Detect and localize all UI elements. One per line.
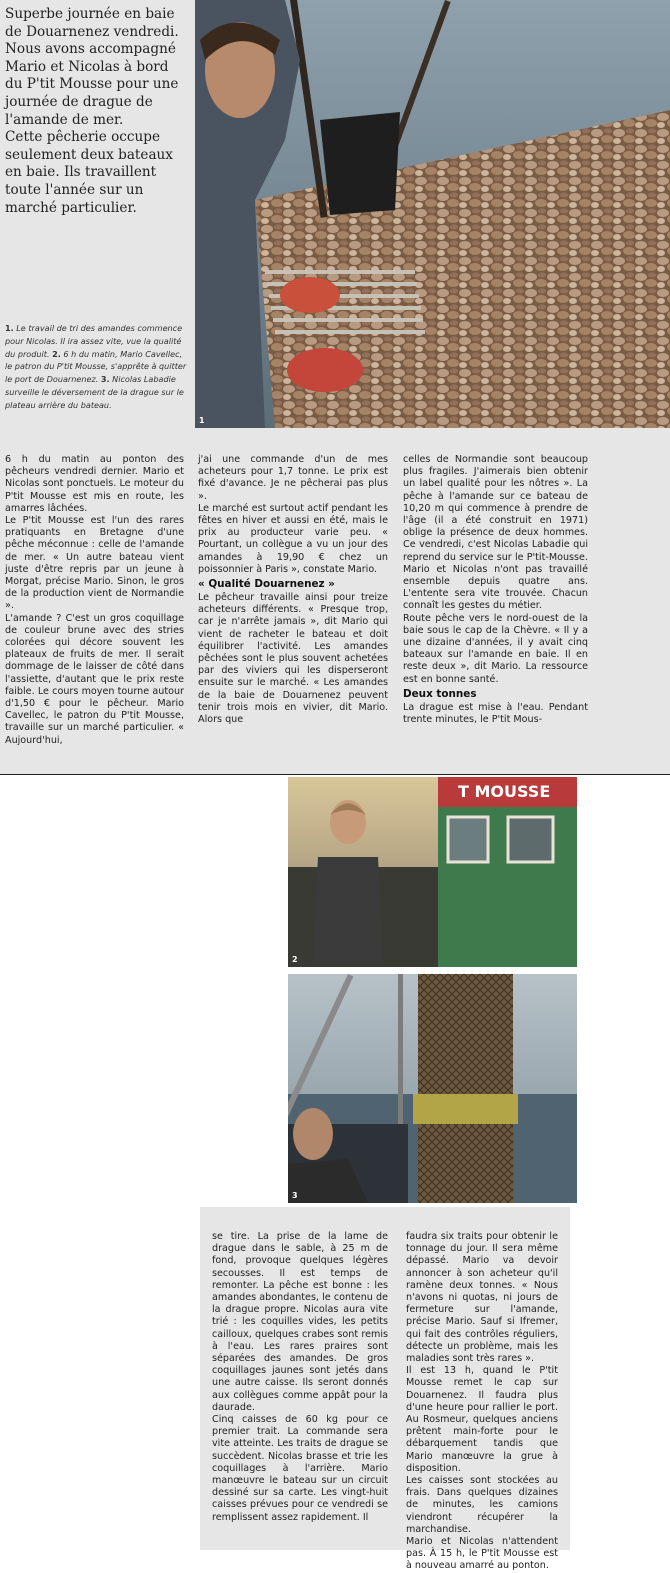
article-paragraph: Mario et Nicolas n'attendent pas. À 15 h, le P'tit Mousse est à nouveau amarré au ponton. xyxy=(406,1536,558,1572)
photo-dredge xyxy=(288,974,577,1203)
photo-sorting-shells xyxy=(195,0,670,428)
article-paragraph: Le marché est surtout actif pendant les fêtes en hiver et aussi en été, mais le prix au producteur varie peu. « Pourtant, un collègue a vu un jour des amandes à 19,90 € chez un poissonnier à Paris », constate Mario. xyxy=(198,502,388,575)
article-paragraph: La drague est mise à l'eau. Pendant trente minutes, le P'tit Mous- xyxy=(403,701,588,726)
boat-name-text: T MOUSSE xyxy=(458,782,551,801)
caption-number: 2. xyxy=(52,348,61,359)
article-column-3 xyxy=(403,454,588,726)
article-paragraph: Route pêche vers le nord-ouest de la baie sous le cap de la Chèvre. « Il y a une dizaine d'années, il y avait cinq bateaux sur l'amande en baie. Il en reste deux », dit Mario. La ressource est en bonne santé. xyxy=(403,612,588,685)
article-lead xyxy=(5,6,185,217)
caption-number: 1. xyxy=(5,323,14,333)
article-paragraph: L'amande ? C'est un gros coquillage de couleur brune avec des stries colorées qui décore souvent les plateaux de fruits de mer. Il serait dommage de le laisser de côté dans l'assiette, d'autant que le prix reste faible. Le cours moyen tourne autour d'1,50 € pour le pêcheur. Mario Cavellec, le patron du P'tit Mousse, travaille sur un marché particulier. « Aujourd'hui, xyxy=(5,612,184,746)
article-column-2 xyxy=(198,454,388,726)
article-paragraph: Le P'tit Mousse est l'un des rares pratiquants en Bretagne d'une pêche méconnue : celle de l'amande de mer. « Un autre bateau vient juste d'être repris par un jeune à Morgat, précise Mario. Sinon, le gros de la production vient de Normandie ». xyxy=(5,515,184,612)
photo-caption xyxy=(5,322,190,412)
article-paragraph: se tire. La prise de la lame de drague dans le sable, à 25 m de fond, provoque quelques légères secousses. Il est temps de remonter. La pêche est bonne : les amandes abondantes, le contenu de la drague propre. Nicolas aura vite trié : les coquilles vides, les petits cailloux, quelques crabes sont remis à l'eau. Les rares praires sont séparées des amandes. De gros coquillages jaunes sont jetés dans une autre caisse. Ils seront donnés aux collègues comme appât pour la daurade. xyxy=(212,1231,388,1413)
photo-number: 2 xyxy=(292,955,298,964)
article-column-1 xyxy=(5,454,184,747)
article-column-4 xyxy=(212,1231,388,1524)
article-column-5 xyxy=(406,1231,558,1573)
caption-text: Le travail de tri des amandes commence pour Nicolas. Il ira assez vite, vue la qualité du produit. xyxy=(5,323,183,359)
article-paragraph: j'ai une commande d'un de mes acheteurs pour 1,7 tonne. Le prix est fixé d'avance. Je ne pêcherai pas plus ». xyxy=(198,454,388,502)
caption-text: 6 h du matin, Mario Cavellec, le patron du P'tit Mousse, s'apprête à quitter le port de Douarnenez. xyxy=(5,348,187,385)
caption-text: Nicolas Labadie surveille le déversement de la drague sur le plateau arrière du bateau. xyxy=(5,374,184,410)
photo-number: 1 xyxy=(199,416,205,425)
subheading: Deux tonnes xyxy=(403,687,477,700)
lead-paragraph: Cette pêcherie occupe seulement deux bateaux en baie. Ils travaillent toute l'année sur un marché particulier. xyxy=(5,129,173,216)
article-paragraph: Le pêcheur travaille ainsi pour treize acheteurs différents. « Presque trop, car je n'arrête jamais », dit Mario qui vient de racheter le bateau et doit équilibrer l'activité. Les amandes pêchées sont le plus souvent achetées par des viviers qui les disperseront ensuite sur le marché. « Les amandes de la baie de Douarnenez peuvent tenir trois mois en vivier, dit Mario. Alors que xyxy=(198,592,388,726)
photo-mario-boat xyxy=(288,777,577,967)
page-divider xyxy=(0,774,670,775)
caption-number: 3. xyxy=(100,374,110,385)
article-paragraph: celles de Normandie sont beaucoup plus fragiles. J'aimerais bien obtenir un label qualité pour les nôtres ». La pêche à l'amande sur ce bateau de 10,20 m qui commence à prendre de l'âge (il a été construit en 1971) oblige la présence de deux hommes. Ce vendredi, c'est Nicolas Labadie qui reprend du service sur le P'tit-Mousse. Mario et Nicolas n'ont pas travaillé ensemble depuis quatre ans. L'entente sera vite trouvée. Chacun connaît les gestes du métier. xyxy=(403,454,588,612)
article-paragraph: Les caisses sont stockées au frais. Dans quelques dizaines de minutes, les camions viendront récupérer la marchandise. xyxy=(406,1475,558,1535)
article-paragraph: Il est 13 h, quand le P'tit Mousse remet le cap sur Douarnenez. Il faudra plus d'une heure pour rallier le port. Au Rosmeur, quelques anciens prêtent main-forte pour le débarquement tandis que Mario manœuvre la grue à disposition. xyxy=(406,1365,558,1474)
article-paragraph: faudra six traits pour obtenir le tonnage du jour. Il sera même dépassé. Mario va devoir annoncer à son acheteur qu'il ramène deux tonnes. « Nous n'avons ni quotas, ni jours de fermeture sur l'amande, précise Mario. Sauf si Ifremer, qui fait des contrôles réguliers, détecte un problème, mais les maladies sont très rares ». xyxy=(406,1231,558,1365)
lead-paragraph: Superbe journée en baie de Douarnenez vendredi. Nous avons accompagné Mario et Nicolas à bord du P'tit Mousse pour une journée de drague de l'amande de mer. xyxy=(5,6,179,128)
article-paragraph: 6 h du matin au ponton des pêcheurs vendredi dernier. Mario et Nicolas sont ponctuels. Le moteur du P'tit Mousse est mis en route, les amarres lâchées. xyxy=(5,454,184,514)
photo-number: 3 xyxy=(292,1191,298,1200)
article-paragraph: Cinq caisses de 60 kg pour ce premier trait. La commande sera vite atteinte. Les traits de drague se succèdent. Nicolas brasse et trie les coquillages à l'arrière. Mario manœuvre le bateau sur un circuit dessiné sur sa carte. Les vingt-huit caisses prévues pour ce vendredi se remplissent assez rapidement. Il xyxy=(212,1414,388,1523)
subheading: « Qualité Douarnenez » xyxy=(198,578,335,591)
